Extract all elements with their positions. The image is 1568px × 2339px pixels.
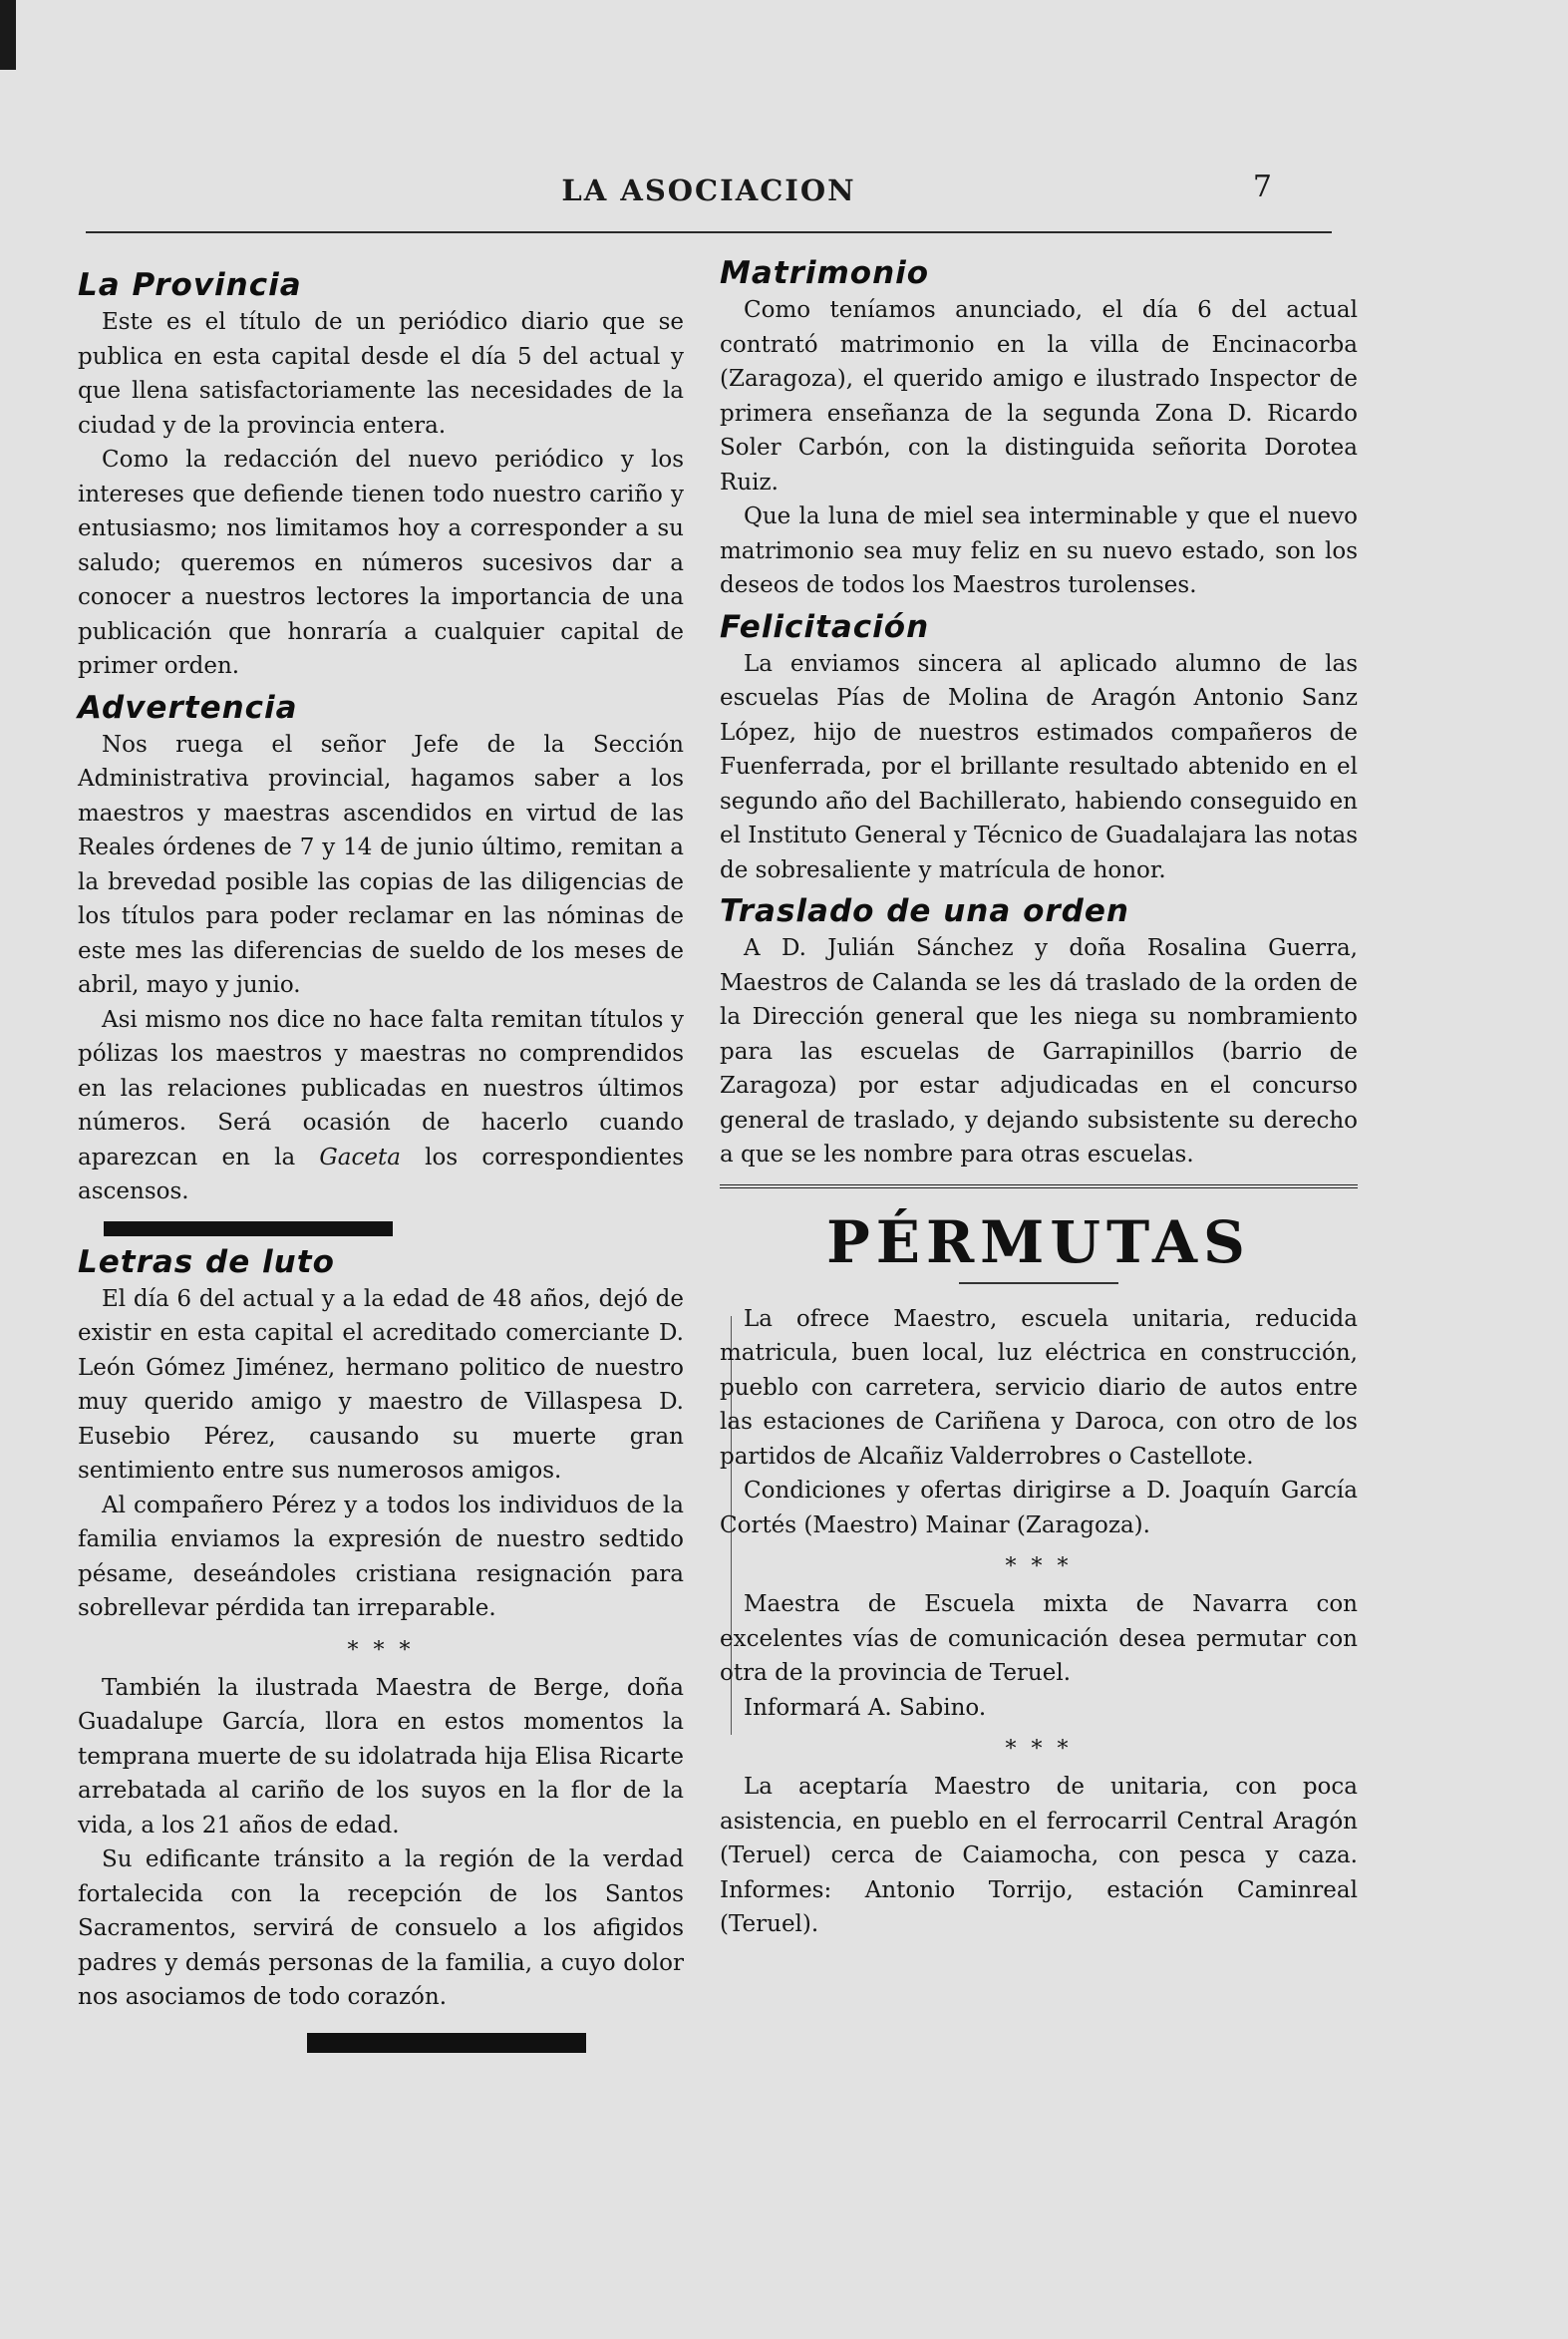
section-title: Letras de luto [78, 1243, 335, 1280]
paragraph: Al compañero Pérez y a todos los individuos de la familia enviamos la expresión de nuestro sedtido pésame, deseándoles cristiana resignación para sobrellevar pérdida tan irreparable. [78, 1492, 684, 1621]
paragraph: Como la redacción del nuevo periódico y los intereses que defiende tienen todo nuestro cariño y entusiasmo; nos limitamos hoy a corresponder a su saludo; queremos en números sucesivos dar a conocer a nuestros lectores la importancia de una publicación que honraría a cualquier capital de primer orden. [78, 447, 684, 679]
section-title: Matrimonio [720, 255, 930, 291]
paragraph: Informará A. Sabino. [744, 1694, 987, 1721]
asterism: * * * [1005, 1737, 1073, 1762]
section-traslado [720, 893, 1358, 1172]
section-divider-bar [104, 1221, 393, 1236]
section-matrimonio [720, 255, 1358, 603]
section-advertencia [78, 690, 684, 1209]
paragraph [78, 1003, 684, 1209]
running-title: LA ASOCIACION [561, 173, 856, 207]
paragraph: El día 6 del actual y a la edad de 48 años, dejó de existir en esta capital el acreditado comerciante D. León Gómez Jiménez, hermano politico de nuestro muy querido amigo y maestro de Villaspesa D. Eusebio Pérez, causando su muerte gran sentimiento entre sus numerosos amigos. [78, 1285, 684, 1484]
scan-edge-shadow [0, 0, 16, 70]
left-column [78, 261, 684, 2053]
paragraph-text: Asi mismo nos dice no hace falta remitan títulos y pólizas los maestros y maestras no comprendidos en las relaciones publicadas en nuestros últimos números. Será ocasión de hacerlo cuando aparezcan en la [78, 1006, 684, 1170]
classified-ad [720, 1587, 1358, 1725]
paragraph: La enviamos sincera al aplicado alumno de las escuelas Pías de Molina de Aragón Antonio Sanz López, hijo de nuestros estimados compañeros de Fuenferrada, por el brillante resultado abtenido en el segundo año del Bachillerato, habiendo conseguido en el Instituto General y Técnico de Guadalajara las notas de sobresaliente y matrícula de honor. [720, 650, 1358, 883]
paragraph: La ofrece Maestro, escuela unitaria, reducida matricula, buen local, luz eléctrica en construcción, pueblo con carretera, servicio diario de autos entre las estaciones de Cariñena y Daroca, con otro de los partidos de Alcañiz Valderrobres o Castellote. [720, 1305, 1358, 1470]
section-permutas [720, 1208, 1358, 1942]
section-title: La Provincia [78, 267, 302, 303]
paragraph: Que la luna de miel sea interminable y que el nuevo matrimonio sea muy feliz en su nuevo estado, son los deseos de todos los Maestros turolenses. [720, 503, 1358, 598]
paragraph: Como teníamos anunciado, el día 6 del actual contrató matrimonio en la villa de Encinacorba (Zaragoza), el querido amigo e ilustrado Inspector de primera enseñanza de la segunda Zona D. Ricardo Soler Carbón, con la distinguida señorita Dorotea Ruiz. [720, 297, 1358, 496]
closing-bar [307, 2033, 586, 2053]
gaceta-italic: Gaceta [319, 1144, 401, 1170]
paragraph: Su edificante tránsito a la región de la verdad fortalecida con la recepción de los Santos Sacramentos, servirá de consuelo a los afigidos padres y demás personas de la familia, a cuyo dolor nos asociamos de todo corazón. [78, 1846, 684, 2010]
paragraph: Maestra de Escuela mixta de Navarra con excelentes vías de comunicación desea permutar con otra de la provincia de Teruel. [720, 1591, 1358, 1686]
double-rule [720, 1184, 1358, 1188]
heading-underline [959, 1282, 1118, 1284]
section-title: Felicitación [720, 608, 930, 645]
section-title: Traslado de una orden [720, 893, 1129, 929]
section-felicitacion [720, 609, 1358, 888]
section-la-provincia [78, 267, 684, 684]
section-title: Advertencia [78, 689, 298, 726]
paragraph: Condiciones y ofertas dirigirse a D. Joaquín García Cortés (Maestro) Mainar (Zaragoza). [720, 1478, 1358, 1538]
classified-ad [720, 1302, 1358, 1543]
permutas-heading: PÉRMUTAS [826, 1207, 1251, 1276]
paragraph: Nos ruega el señor Jefe de la Sección Administrativa provincial, hagamos saber a los maestros y maestras ascendidos en virtud de las Reales órdenes de 7 y 14 de junio último, remitan a la brevedad posible las copias de las diligencias de los títulos para poder reclamar en las nóminas de este mes las diferencias de sueldo de los meses de abril, mayo y junio. [78, 731, 684, 998]
asterism: * * * [347, 1637, 415, 1663]
asterism: * * * [1005, 1554, 1073, 1579]
page-header [86, 169, 1332, 239]
classified-ad [720, 1770, 1358, 1942]
paragraph: Este es el título de un periódico diario que se publica en esta capital desde el día 5 del actual y que llena satisfactoriamente las necesidades de la ciudad y de la provincia entera. [78, 309, 684, 439]
section-letras-de-luto [78, 1244, 684, 2015]
right-column [720, 249, 1358, 1942]
header-rule [86, 231, 1332, 233]
page-number: 7 [1252, 169, 1272, 204]
paragraph: La aceptaría Maestro de unitaria, con poca asistencia, en pueblo en el ferrocarril Central Aragón (Teruel) cerca de Caiamocha, con pesca y caza. Informes: Antonio Torrijo, estación Caminreal (Teruel). [720, 1774, 1358, 1937]
paragraph: También la ilustrada Maestra de Berge, doña Guadalupe García, llora en estos momentos la temprana muerte de su idolatrada hija Elisa Ricarte arrebatada al cariño de los suyos en la flor de la vida, a los 21 años de edad. [78, 1674, 684, 1838]
paragraph-text: los correspondientes ascensos. [78, 1144, 685, 1204]
paragraph: A D. Julián Sánchez y doña Rosalina Guerra, Maestros de Calanda se les dá traslado de la orden de la Dirección general que les niega su nombramiento para las escuelas de Garrapinillos (barrio de Zaragoza) por estar adjudicadas en el concurso general de traslado, y dejando subsistente su derecho a que se les nombre para otras escuelas. [720, 935, 1358, 1168]
